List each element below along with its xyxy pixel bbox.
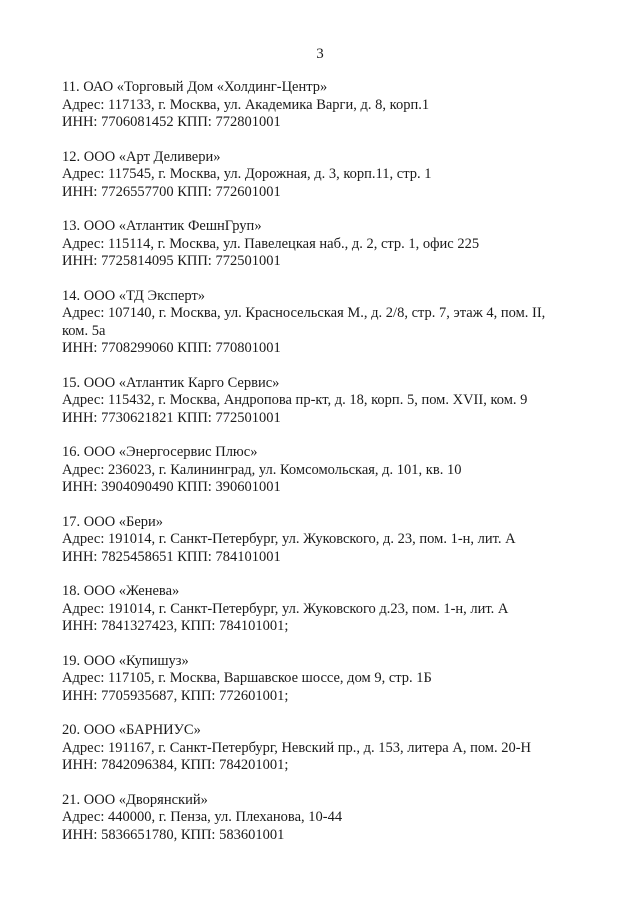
company-address: Адрес: 117545, г. Москва, ул. Дорожная, д. 3, корп.11, стр. 1: [62, 166, 432, 182]
company-entry: [62, 375, 562, 428]
company-address: Адрес: 107140, г. Москва, ул. Красносельская М., д. 2/8, стр. 7, этаж 4, пом. II, ком. 5а: [62, 305, 546, 339]
company-name: 15. ООО «Атлантик Карго Сервис»: [62, 374, 280, 391]
company-tax-ids: ИНН: 7841327423, КПП: 784101001;: [62, 618, 289, 634]
company-tax-ids: ИНН: 7726557700 КПП: 772601001: [62, 183, 281, 200]
company-tax-ids: ИНН: 7708299060 КПП: 770801001: [62, 340, 281, 356]
company-entry: [62, 444, 562, 497]
company-tax-ids: ИНН: 7706081452 КПП: 772801001: [62, 114, 281, 130]
company-list: [62, 79, 562, 861]
company-entry: [62, 583, 562, 636]
company-address: Адрес: 440000, г. Пенза, ул. Плеханова, 10-44: [62, 809, 343, 825]
company-name: 11. ОАО «Торговый Дом «Холдинг-Центр»: [62, 79, 328, 95]
company-name: 12. ООО «Арт Деливери»: [62, 148, 221, 165]
page-number: 3: [316, 46, 324, 62]
company-address: Адрес: 117105, г. Москва, Варшавское шоссе, дом 9, стр. 1Б: [62, 670, 432, 686]
company-address: Адрес: 191014, г. Санкт-Петербург, ул. Жуковского, д. 23, пом. 1-н, лит. А: [62, 531, 516, 547]
company-tax-ids: ИНН: 5836651780, КПП: 583601001: [62, 826, 285, 843]
company-tax-ids: ИНН: 7730621821 КПП: 772501001: [62, 409, 281, 426]
company-name: 21. ООО «Дворянский»: [62, 791, 208, 808]
company-address: Адрес: 115432, г. Москва, Андропова пр-кт, д. 18, корп. 5, пом. XVII, ком. 9: [62, 392, 528, 408]
company-entry: [62, 514, 562, 567]
company-tax-ids: ИНН: 7825458651 КПП: 784101001: [62, 548, 281, 565]
company-name: 13. ООО «Атлантик ФешнГруп»: [62, 218, 262, 234]
company-tax-ids: ИНН: 7705935687, КПП: 772601001;: [62, 687, 289, 704]
company-address: Адрес: 236023, г. Калининград, ул. Комсомольская, д. 101, кв. 10: [62, 461, 462, 478]
company-address: Адрес: 191167, г. Санкт-Петербург, Невский пр., д. 153, литера А, пом. 20-Н: [62, 739, 532, 756]
company-entry: [62, 79, 562, 132]
company-entry: [62, 218, 562, 271]
company-name: 19. ООО «Купишуз»: [62, 652, 189, 669]
company-address: Адрес: 115114, г. Москва, ул. Павелецкая наб., д. 2, стр. 1, офис 225: [62, 235, 480, 252]
company-address: Адрес: 191014, г. Санкт-Петербург, ул. Жуковского д.23, пом. 1-н, лит. А: [62, 600, 509, 617]
company-entry: [62, 792, 562, 845]
company-entry: [62, 149, 562, 202]
company-address: Адрес: 117133, г. Москва, ул. Академика Варги, д. 8, корп.1: [62, 96, 430, 113]
company-name: 20. ООО «БАРНИУС»: [62, 722, 201, 738]
company-tax-ids: ИНН: 3904090490 КПП: 390601001: [62, 479, 281, 495]
company-name: 16. ООО «Энергосервис Плюс»: [62, 444, 258, 460]
company-name: 14. ООО «ТД Эксперт»: [62, 287, 206, 304]
company-tax-ids: ИНН: 7842096384, КПП: 784201001;: [62, 757, 289, 773]
company-name: 17. ООО «Бери»: [62, 513, 164, 530]
company-entry: [62, 288, 562, 358]
company-name: 18. ООО «Женева»: [62, 583, 180, 599]
company-entry: [62, 722, 562, 775]
company-tax-ids: ИНН: 7725814095 КПП: 772501001: [62, 253, 281, 269]
company-entry: [62, 653, 562, 706]
